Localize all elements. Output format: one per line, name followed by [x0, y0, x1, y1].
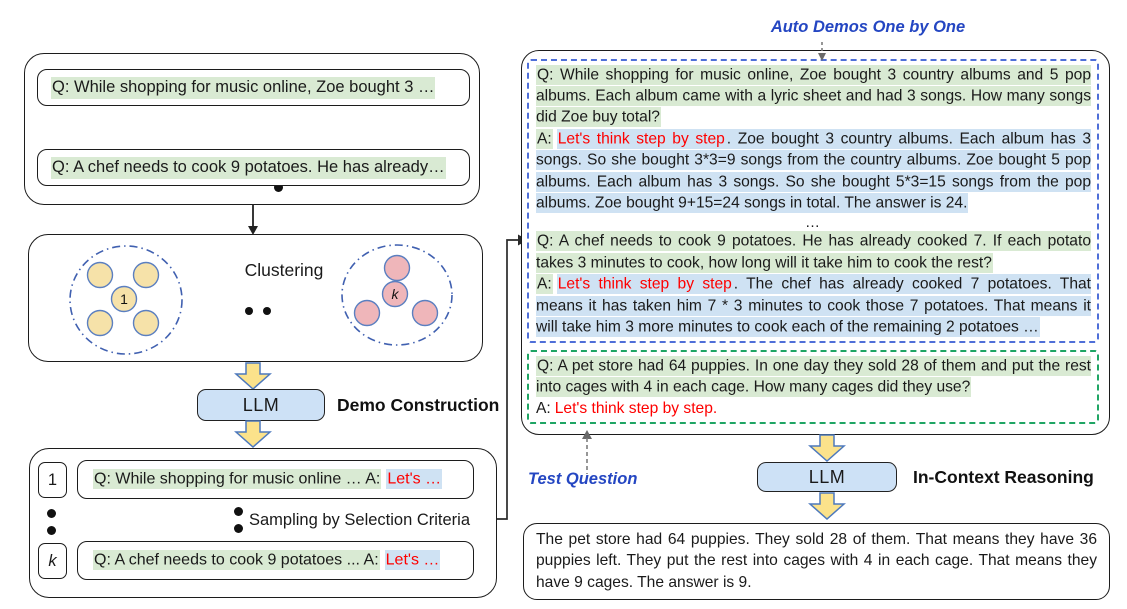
test-question-label: Test Question	[528, 470, 638, 488]
answer-prefix: A:	[537, 275, 552, 293]
answer-prefix: A:	[536, 399, 551, 417]
cluster-k	[339, 242, 455, 348]
pool-question-1-text: Q: While shopping for music online, Zoe bought 3 …	[51, 77, 435, 99]
answer-prefix: A:	[537, 130, 552, 148]
horizontal-dots	[263, 307, 271, 315]
cot-trigger: Let's think step by step	[557, 130, 725, 148]
pool-question-1	[37, 69, 470, 106]
test-question-box	[527, 350, 1099, 424]
answer-box	[523, 523, 1110, 600]
llm-label: LLM	[808, 466, 846, 487]
block-arrow-icon	[233, 362, 273, 390]
cluster-dot	[88, 311, 113, 336]
block-arrow-icon	[807, 434, 847, 462]
cluster-dot	[413, 301, 438, 326]
demo2-question: Q: A chef needs to cook 9 potatoes. He has already cooked 7. If each potato takes 3 minutes to cook, how long will it take him to cook the rest?	[536, 232, 1091, 272]
pool-question-2-text: Q: A chef needs to cook 9 potatoes. He has already…	[51, 157, 446, 179]
block-arrow-icon	[807, 492, 847, 520]
clustering-label: Clustering	[244, 260, 324, 280]
pool-question-2	[37, 149, 470, 186]
answer-text: The pet store had 64 puppies. They sold 28 of them. That means they have 36 puppies left. They put the rest into cages with 4 in each cage. That means they have 9 cages. The answer is 9.	[536, 531, 1097, 591]
vertical-dots	[47, 526, 56, 535]
auto-demos-header: Auto Demos One by One	[770, 18, 966, 36]
demo-row-k-question: Q: A chef needs to cook 9 potatoes ... A:	[94, 551, 379, 569]
sampled-demos-box	[29, 448, 497, 598]
cluster-1-label: 1	[120, 291, 128, 307]
demo-index-k: k	[38, 543, 67, 579]
cluster-dot	[134, 263, 159, 288]
cluster-1	[67, 243, 185, 357]
vertical-dots	[234, 524, 243, 533]
demo-row-1-cot: Let's …	[387, 470, 442, 488]
demo1-question: Q: While shopping for music online, Zoe bought 3 country albums and 5 pop albums. Each album came with a lyric sheet and had 3 songs. How many songs did Zoe buy total?	[536, 66, 1091, 126]
horizontal-dots	[245, 307, 253, 315]
demo-index-1: 1	[38, 462, 67, 498]
vertical-dots	[47, 509, 56, 518]
cluster-dot	[385, 256, 410, 281]
cluster-dot	[88, 263, 113, 288]
cot-trigger: Let's think step by step.	[554, 399, 718, 417]
demo-row-k-cot: Let's …	[385, 551, 440, 569]
cluster-k-label: k	[391, 286, 399, 302]
llm-box-in-context	[757, 462, 897, 492]
demo-row-1-question: Q: While shopping for music online … A:	[94, 470, 381, 488]
vertical-dots	[234, 507, 243, 516]
demos-ellipsis: …	[805, 213, 822, 231]
cluster-dot	[134, 311, 159, 336]
demo-row-k	[77, 541, 474, 580]
llm-label: LLM	[242, 394, 280, 415]
demo2-answer: A: Let's think step by step . The chef has already cooked 7 potatoes. That means it has taken him 7 * 3 minutes to cook those 7 potatoes. That means it will take him 3 more minutes to cook each of the remaining 2 potatoes …	[536, 275, 1092, 336]
auto-demos-box	[527, 59, 1099, 343]
clustering-box	[28, 234, 483, 362]
demo-row-1	[77, 460, 474, 499]
in-context-reasoning-label: In-Context Reasoning	[913, 466, 1094, 487]
demo-construction-label: Demo Construction	[337, 394, 500, 415]
llm-box-demo-construction	[197, 389, 325, 421]
block-arrow-icon	[233, 420, 273, 448]
sampling-label: Sampling by Selection Criteria	[249, 511, 471, 529]
cluster-dot	[355, 301, 380, 326]
test-answer	[536, 398, 1091, 419]
question-pool-box	[24, 53, 480, 205]
test-question: Q: A pet store had 64 puppies. In one day they sold 28 of them and put the rest into cages with 4 in each cage. How many cages did they use?	[536, 357, 1091, 396]
dashed-down-arrow-icon	[814, 42, 830, 62]
cot-trigger: Let's think step by step	[557, 275, 732, 293]
down-arrow-icon	[245, 204, 261, 236]
demo1-answer: A: Let's think step by step . Zoe bought 3 country albums. Each album has 3 songs. So she bought 3*3=9 songs from the country albums. Zoe bought 5 pop albums. Each album has 3 songs. So she bought 5*3=15 songs from the pop albums. Zoe bought 9+15=24 songs in total. The answer is 24.	[536, 130, 1091, 212]
